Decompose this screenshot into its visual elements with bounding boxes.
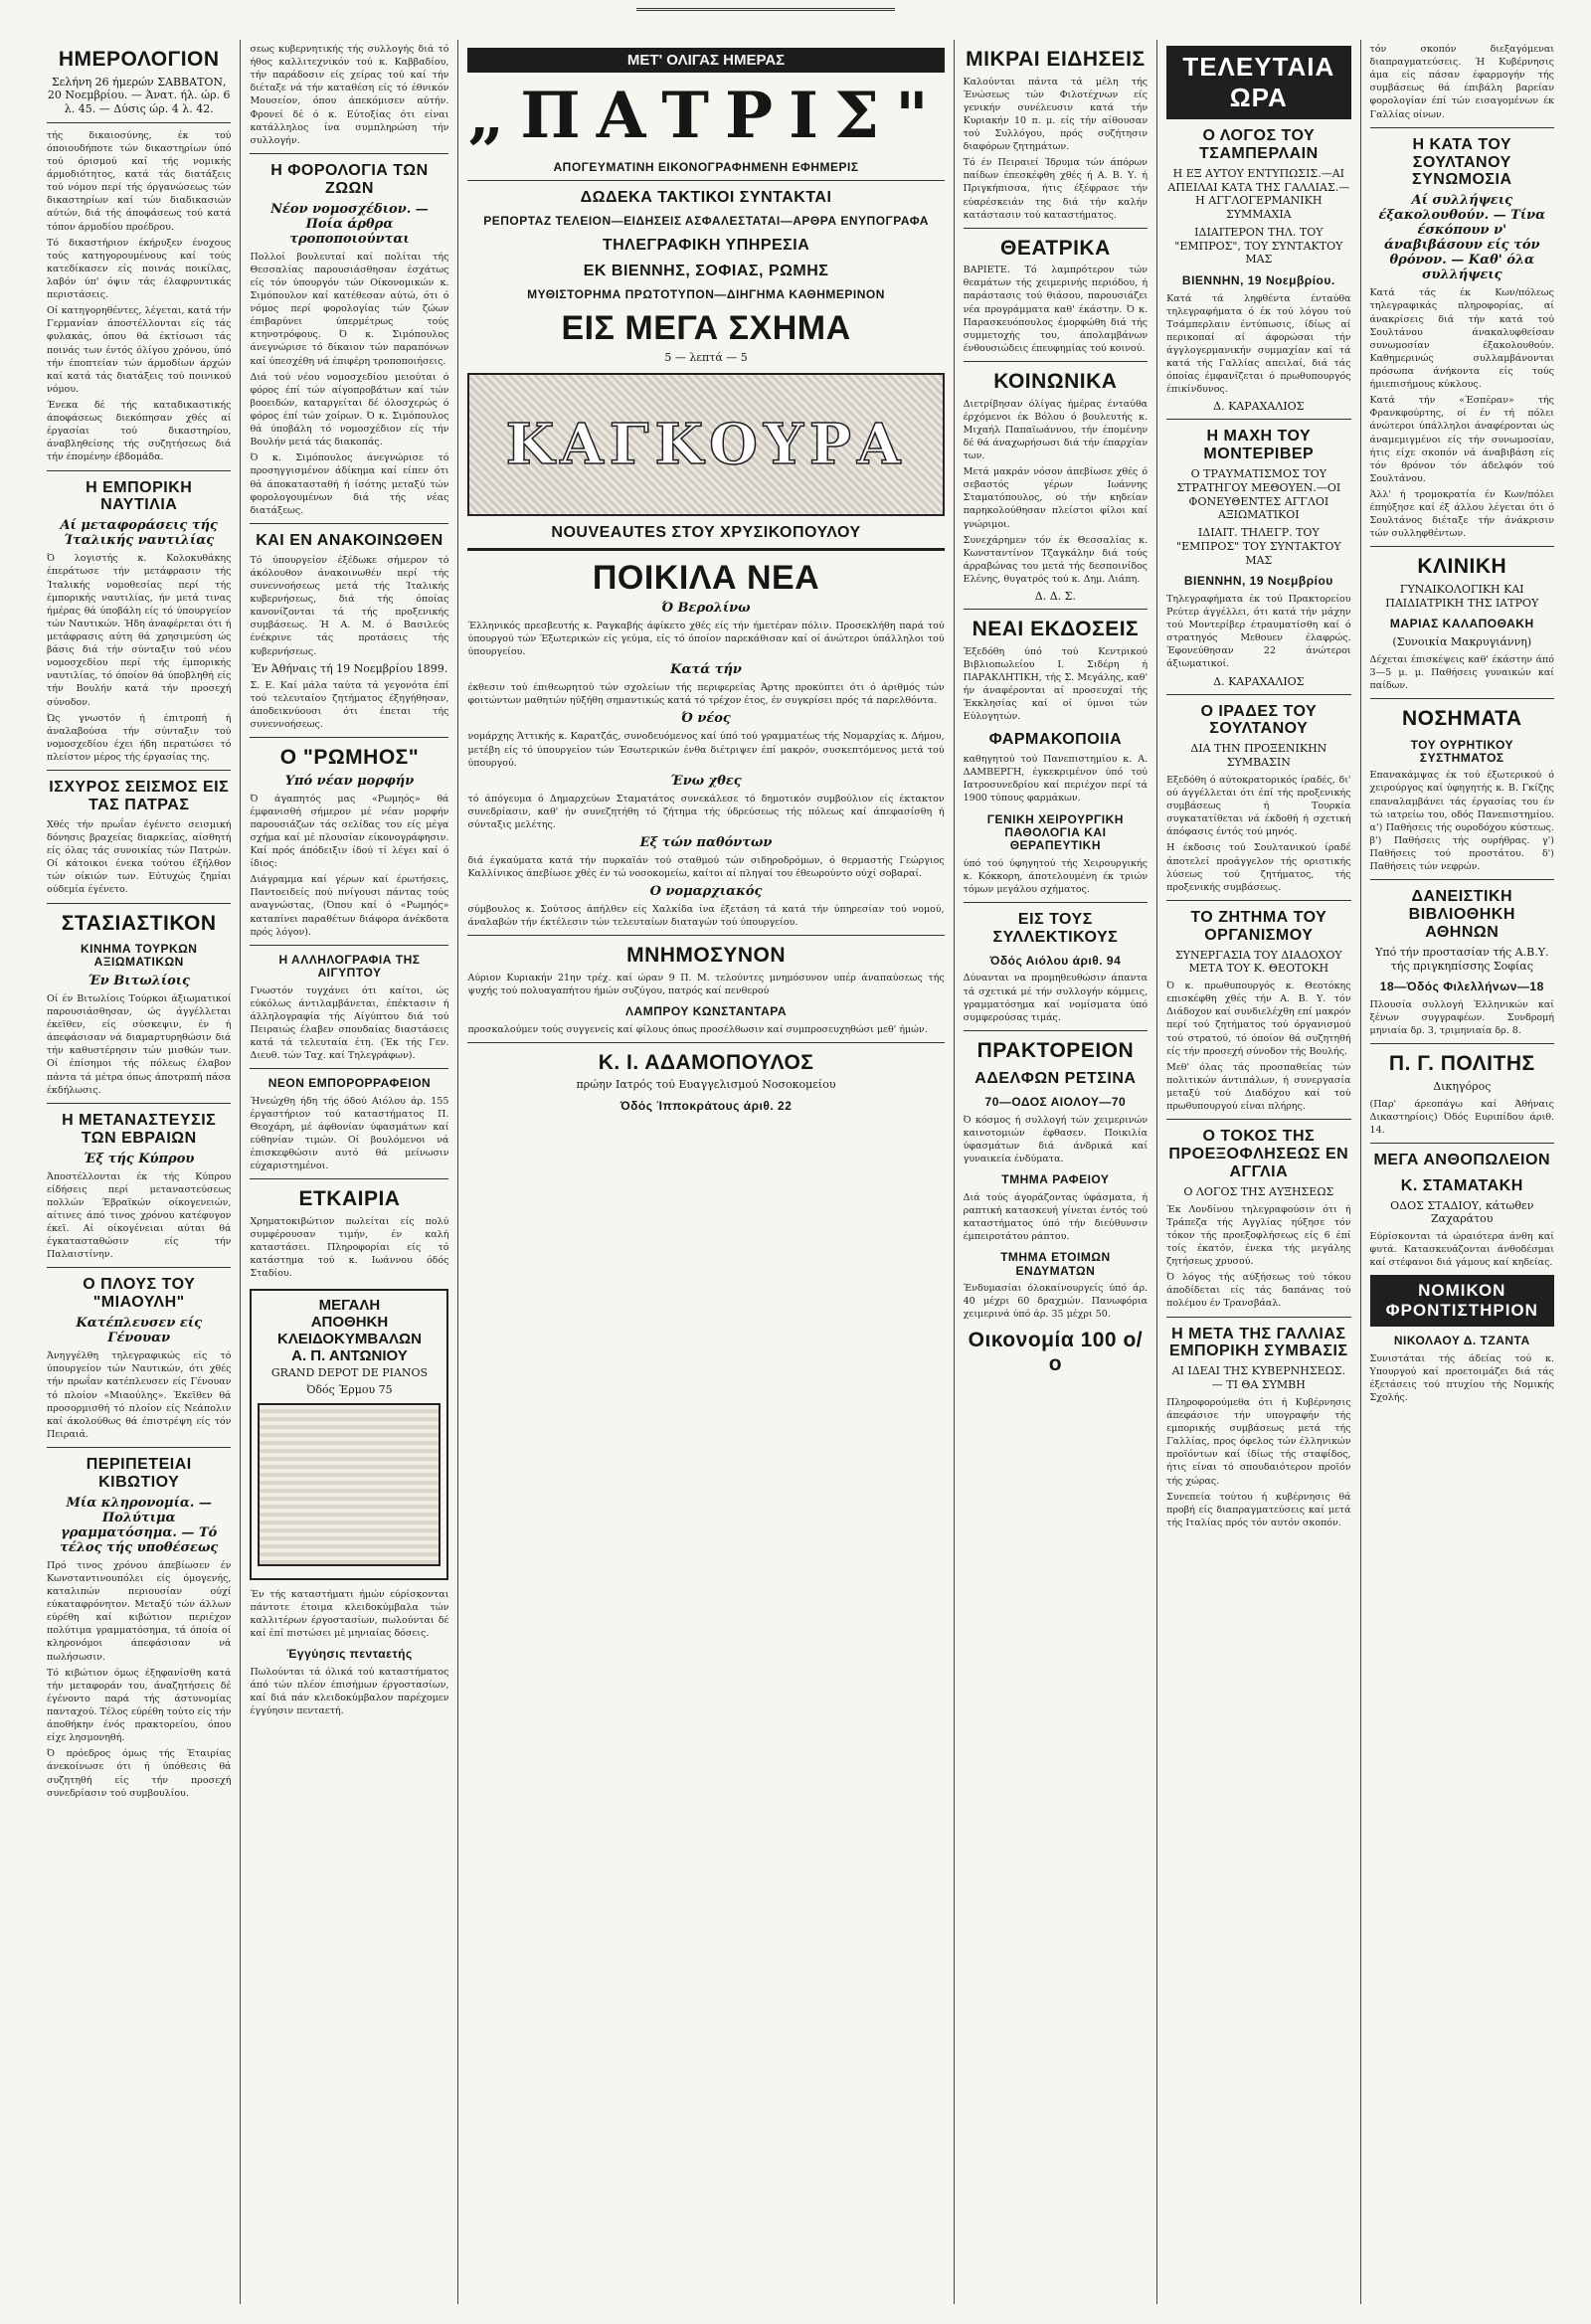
heading-nea-ekdoseis: ΝΕΑΙ ΕΚΔΟΣΕΙΣ <box>972 618 1140 641</box>
subheading-neos: Ό νέος <box>681 711 731 727</box>
divider <box>964 902 1148 903</box>
kliniki-name: ΜΑΡΙΑΣ ΚΑΛΑΠΟΘΑΚΗ <box>1389 617 1534 631</box>
body-text: Καλούνται πάντα τά μέλη τής Ένώσεως τών Φιλοτέχνων είς γενικήν συνέλευσιν κατά τήν Κυριακήν 10 π. μ. είς τήν αίθουσαν τού Συλλόγου, πρός συζήτησιν διαφόρων ζητημάτων. <box>963 76 1149 153</box>
top-rule <box>636 8 895 17</box>
body-text: ΒΑΡΙΕΤΕ. Τό λαμπρότερον τών θεαμάτων τής χειμερινής περιόδου, ή παράστασις τού θιάσου, παρουσιάζει νέα προγράμματα καθ' έκάστην. Ό κ. Παρασκευόπουλος έμορφώθη διά τής συμμετοχής του, άπολαμβάνων ένθουσιώδεις έπευφημίας τού κοινού. <box>963 265 1149 354</box>
columns <box>38 40 1563 2304</box>
body-text: Έλληνικός πρεσβευτής κ. Ραγκαβής άφίκετο χθές είς τήν ήμετέραν πόλιν. Προσεκλήθη παρά τού ύπουργού τών Έξωτερικών είς γεύμα, είς τό όποίον παρεκάθισαν καί οί άνώτεροι ύπάλληλοι τού ύπουργείου. <box>467 620 945 658</box>
kagkoura-banner <box>467 373 944 516</box>
body-text: Έκ Λονδίνου τηλεγραφούσιν ότι ή Τράπεζα τής Αγγλίας ηύξησε τόν τόκον τής προεξοφλήσεως είς 6 έπί τοίς έκατόν, ένεκα τής μεγάλης ζητήσεως χρυσού. <box>1166 1203 1351 1268</box>
body-text: Ό πρόεδρος όμως τής Έταιρίας άνεκοίνωσε ότι ή ύπόθεσις θά συζητηθή είς τήν προσεχή συνεδρίασιν τού συμβουλίου. <box>47 1748 232 1799</box>
body-text: Μετά μακράν νόσον άπεβίωσε χθές ό σεβαστός γέρων Ιωάννης Σταματόπουλος, ού τήν κηδείαν παρηκολούθησαν πλείστοι φίλοι καί γνώριμοι. <box>963 466 1149 530</box>
body-text: έκθεσιν τού έπιθεωρητού τών σχολείων τής περιφερείας Άρτης προκύπτει ότι ό άριθμός τών φοιτώντων μαθητών ηύξήθη σημαντικώς κατά τό τρέχον έτος, έν συγκρίσει πρός τά παρελθόντα. <box>467 682 945 707</box>
heading-tmima: ΤΜΗΜΑ ΡΑΦΕΙΟΥ <box>1001 1172 1110 1187</box>
body-text: Διά τούς άγοράζοντας ύφάσματα, ή ραπτική κατασκευή γίνεται έντός τού καταστήματος ύπό τήν διεύθυνσιν έμπειροτάτου ράπτου. <box>963 1191 1149 1242</box>
subheading-emporiki: Αί μεταφοράσεις τής Ίταλικής ναυτιλίας <box>60 518 218 549</box>
body-text: Διάγραμμα καί γέρων καί έρωτήσεις, Παντοειδείς πού πνίγουσι πάντας τούς αναγνώστας, (Όπου καί ό «Ρωμηός» καταπίνει παραθέτων διάφορα άνέκδοτα πρός λόγον). <box>250 874 449 938</box>
heading-forologia: Η ΦΟΡΟΛΟΓΙΑ ΤΩΝ ΖΩΩΝ <box>270 161 429 197</box>
heading-megali: ΜΕΓΑ ΑΝΘΟΠΩΛΕΙΟΝ <box>1373 1151 1550 1168</box>
body-text: Ώς γνωστόν ή έπιτροπή ή άναλαβούσα τήν σύνταξιν τού νομοσχεδίου έχει ήδη περατώσει τό πλείστον μέρος τής έργασίας της. <box>47 712 232 763</box>
patris-line-1: ΔΩΔΕΚΑ ΤΑΚΤΙΚΟΙ ΣΥΝΤΑΚΤΑΙ <box>580 189 832 207</box>
heading-romios: Ο "ΡΩΜΗΟΣ" <box>279 746 420 770</box>
body-text: Γνωστόν τυγχάνει ότι καίτοι, ώς εύκόλως άντιλαμβάνεται, έπέκτασιν ή άλληλογραφία τής Αίγύπτου διά τού Πειραιώς έλαβεν σπουδαίας διαστάσεις κατά τά τελευταία έτη. (Έκ τής Γεν. Διευθ. τών Ταχ. καί Τηλεγράφων). <box>250 984 449 1062</box>
piano-ad <box>250 1289 448 1581</box>
banner-caption: NOUVEAUTES ΣΤΟΥ ΧΡΥΣΙΚΟΠΟΥΛΟΥ <box>551 523 861 541</box>
body-text: Κατά τά ληφθέντα ένταύθα τηλεγραφήματα ό έκ τού λόγου τού Τσάμπερλαιν έντύπωσις, ίδίως αί περικοπαί αί άφορώσαι τήν άγγλογερμανικήν συμμαχίαν καί τά κατά τής Γαλλίας απειλαί, διά τάς όποίας έμφανίζεται ό πρωθυπουργός έπικίνδυνος. <box>1166 292 1351 396</box>
syll-address: Όδός Αιόλου άριθ. 94 <box>989 954 1122 969</box>
adamopoulos-address: Όδός Ίπποκράτους άριθ. 22 <box>619 1099 793 1114</box>
divider <box>1370 1143 1554 1144</box>
column-1 <box>38 40 241 2304</box>
body-text: (Παρ' άρεοπάγω καί Άθήναις Δικαστηρίοις) Όδός Ευριπίδου άριθ. 14. <box>1369 1098 1554 1136</box>
body-text: διά έγκαύματα κατά τήν πυρκαϊάν τού σταθμού τών σιδηροδρόμων, ό θερμαστής Γεώργιος Καλλίνικος άπεβίωσε χθές έν τώ νοσοκομείω, καίτοι αί πληγαί του έθεωρούντο ούχί σοβαραί. <box>467 855 945 880</box>
subheading-synomosia: Αί συλλήψεις έξακολουθούν. — Τίνα έσκόπουν ν' άναβιβάσουν είς τόν θρόνον. — Καθ' όλα συλλήψεις <box>1378 193 1546 283</box>
body-text: Χρηματοκιβώτιον πωλείται είς πολύ συμφέρουσαν τιμήν, έν καλή καταστάσει. Πληροφορίαι είς τό κατάστημα τού κ. Ιωάννου όδός Σταδίου. <box>250 1215 449 1280</box>
book-2: ΓΕΝΙΚΗ ΧΕΙΡΟΥΡΓΙΚΗ ΠΑΘΟΛΟΓΙΑ ΚΑΙ ΘΕΡΑΠΕΥΤΙΚΗ <box>986 811 1124 853</box>
heading-evraioi: Η ΜΕΤΑΝΑΣΤΕΥΣΙΣ ΤΩΝ ΕΒΡΑΙΩΝ <box>62 1111 217 1147</box>
noimata-sub: ΤΟΥ ΟΥΡΗΤΙΚΟΥ ΣΥΣΤΗΜΑΤΟΣ <box>1410 737 1513 765</box>
divider <box>47 470 231 471</box>
heading-poikila: ΠΟΙΚΙΛΑ ΝΕΑ <box>592 558 820 597</box>
body-text: Ό λόγος τής αύξήσεως τού τόκου άποδίδεται είς τάς δαπάνας τού πολέμου έν Τρανσβάαλ. <box>1166 1272 1351 1310</box>
divider <box>250 153 448 154</box>
subheading-romios: Υπό νέαν μορφήν <box>284 773 415 789</box>
divider <box>1370 879 1554 880</box>
body-text: Χθές τήν πρωΐαν έγένετο σεισμική δόνησις βραχείας διαρκείας, αίσθητή είς όλας τάς συνοικίας τών Πατρών. Οί κάτοικοι ένεκα τούτου έξήλθον τών οίκιών των. Εύτυχώς ζημίαι ούδεμία έγένετο. <box>47 818 232 896</box>
body-text: Τό έν Πειραιεί Ίδρυμα τών άπόρων παίδων έπεσκέφθη χθές ή Α. Β. Υ. ή Πριγκήπισσα, ήτις έξέφρασε τήν εύαρέσκειάν της διά τήν καλήν κατάστασιν τού καταστήματος. <box>963 157 1149 221</box>
divider <box>964 609 1148 610</box>
body-text: Τό κιβώτιον όμως έξηφανίσθη κατά τήν μεταφοράν του, άναζητήσεις δέ έγένοντο παρά τής άστυνομίας πανταχού. Τέλος εύρέθη τούτο είς τήν άποθήκην ένός πρακτορείου, όπου είχε λησμονηθή. <box>47 1667 232 1744</box>
patris-line-6: ΕΙΣ ΜΕΓΑ ΣΧΗΜΑ <box>561 309 851 348</box>
body-text: ύπό τού ύφηγητού τής Χειρουργικής κ. Κόκκορη, άποτελουμένη έκ τριών τόμων μεγάλου σχήματος. <box>963 857 1149 896</box>
body-text: τής δικαιοσύνης, έκ τού όποιουδήποτε τών δικαστηρίων ύπό τού όρισμού καί τής νομικής άρμοδιότητος, κατά τάς διατάξεις τού νόμου περί τής όργανώσεως τών δικαστηρίων καί τών διαδικασιών αύτών, διά τής άποφάσεως τού κατά τόπον άρμοδίου προέδρου. <box>47 129 232 233</box>
body-text: Έν τής καταστήματι ήμών εύρίσκονται πάντοτε έτοιμα κλειδοκύμβαλα τών καλλιτέρων έργοστασίων, πωλούνται δέ καί έπί πιστώσει μέ μηνιαίας δόσεις. <box>250 1589 449 1640</box>
body-text: Ένεκα δέ τής καταδικαστικής άποφάσεως διεκόπησαν χθές αί έργασίαι τού δικαστηρίου, άναβληθείσης τής συζητήσεως διά τήν έπομένην έβδομάδα. <box>47 399 232 463</box>
discount: Οικονομία 100 ο/ο <box>968 1329 1144 1375</box>
tokos-sub: Ο ΛΟΓΟΣ ΤΗΣ ΑΥΞΗΣΕΩΣ <box>1183 1184 1334 1198</box>
body-text: Πωλούνται τά όλικά τού καταστήματος άπό τών πλέον έπισήμων έργοστασίων, καί διά πάν κλειδοκύμβαλον παρέχομεν έγγύησιν πενταετή. <box>250 1666 449 1717</box>
subheading-forologia: Νέον νομοσχέδιον. — Ποία άρθρα τροποποιούνται <box>270 201 429 247</box>
logos-sub: Η ΕΞ ΑΥΤΟΥ ΕΝΤΥΠΩΣΙΣ.—ΑΙ ΑΠΕΙΛΑΙ ΚΑΤΑ ΤΗΣ ΓΑΛΛΙΑΣ.—Η ΑΓΓΛΟΓΕΡΜΑΝΙΚΗ ΣΥΜΜΑΧΙΑ <box>1167 166 1350 222</box>
patris-title: „ΠΑΤΡΙΣ" <box>467 79 945 153</box>
heading-praktoreion: ΠΡΑΚΤΟΡΕΙΟΝ <box>976 1038 1135 1062</box>
heading-logos: Ο ΛΟΓΟΣ ΤΟΥ ΤΣΑΜΠΕΡΛΑΙΝ <box>1198 127 1319 162</box>
patris-subtitle: ΑΠΟΓΕΥΜΑΤΙΝΗ ΕΙΚΟΝΟΓΡΑΦΗΜΕΝΗ ΕΦΗΜΕΡΙΣ <box>553 160 859 174</box>
divider <box>250 523 448 524</box>
body-text: καθηγητού τού Πανεπιστημίου κ. Α. ΔΑΜΒΕΡΓΗ, έγκεκριμένον ύπό τού Ιατροσυνεδρίου καί περιέχον περί τά 1900 τύπους φαρμάκων. <box>963 754 1149 804</box>
adelfon-address: 70—ΟΔΟΣ ΑΙΟΛΟΥ—70 <box>984 1095 1127 1110</box>
book-1: ΦΑΡΜΑΚΟΠΟΙΙΑ <box>988 731 1123 749</box>
machi-city: ΒΙΕΝΝΗΝ, 19 Νοεμβρίου <box>1183 574 1333 589</box>
body-text: Συνεχάρημεν τόν έκ Θεσσαλίας κ. Κωνσταντίνον Τζαγκάλην διά τούς άρραβώνας του μετά τής δεσποινίδος Ελένης, θυγατρός τού κ. Δημ. Λιάπη. <box>963 534 1149 585</box>
divider <box>1370 698 1554 699</box>
subheading-stasi: Έν Βιτωλίοις <box>88 973 190 988</box>
body-text: νομάρχης Άττικής κ. Καρατζάς, συνοδευόμενος καί ύπό τού γραμματέως τής Νομαρχίας κ. Δήμου, μετέβη είς τό ύπουργείον τών Έσωτερικών ένθα διέτριψεν έπί μακρόν, συσκεπτόμενος μετά τού ύπουργού. <box>467 731 945 769</box>
subheading-pros: Ένω χθες <box>670 773 742 789</box>
heading-anakoinothen: ΚΑΙ ΕΝ ΑΝΑΚΟΙΝΩΘΕΝ <box>256 531 443 549</box>
heading-theatrika: ΘΕΑΤΡΙΚΑ <box>999 236 1111 260</box>
politis-sub: Δικηγόρος <box>1433 1079 1492 1093</box>
body-text: Πρό τινος χρόνου άπεβίωσεν έν Κωνσταντινουπόλει είς όμογενής, καταλιπών περιουσίαν ούχί εύκαταφρόνητον. Μεταξύ τών άλλων εύρέθη καί κιβώτιον περιέχον πολύτιμα γραμματόσημα, τά όποία οί κληρονόμοι άπεφάσισαν νά πωλήσωσιν. <box>47 1559 232 1663</box>
iradai-sub: ΔΙΑ ΤΗΝ ΠΡΟΞΕΝΙΚΗΝ ΣΥΜΒΑΣΙΝ <box>1190 742 1327 770</box>
body-text: Έξεδόθη ύπό τού Κεντρικού Βιβλιοπωλείου Ι. Σιδέρη ή ΠΑΡΑΚΛΗΤΙΚΗ, τής Σ. Μεγάλης, καθ' ήν άναφέρονται αί προσευχαί τής Έκκλησίας καί οί ύμνοι τών Εύλογητών. <box>963 645 1149 723</box>
body-text: Ό λογιστής κ. Κολοκυθάκης έπεράτωσε τήν μετάφρασιν τής Ίταλικής νομοθεσίας περί τής έμπορικής ναυτιλίας, ήν μετά τινας ήμέρας θά ύποβάλη είς τό ύπουργείον τών Ναυτικών. Ήδη άναφέρεται ότι ή μετάφρασις αύτη θά χρησιμεύση ώς βάσις διά τήν σύνταξιν τού νέου νομοσχεδίου περί τής έμπορικής ναυτιλίας, τό όποίον θά ύποβληθή είς τήν Βουλήν κατά τήν προσεχή σύνοδον. <box>47 553 232 708</box>
body-text: Διά τού νέου νομοσχεδίου μειούται ό φόρος έπί τών αίγοπροβάτων καί τών βοοειδών, καταργείται δέ όλοσχερώς ό φόρος έπί τών χοίρων. Ό κ. Σιμόπουλος θά ύποβάλη τό νομοσχέδιον είς τήν Βουλήν μετά τάς διακοπάς. <box>250 371 449 448</box>
megali-address: ΟΔΟΣ ΣΤΑΔΙΟΥ, κάτωθεν Ζαχαράτου <box>1390 1198 1534 1226</box>
heading-emporiki: Η ΕΜΠΟΡΙΚΗ ΝΑΥΤΙΛΙΑ <box>86 478 193 514</box>
column-4 <box>955 40 1157 2304</box>
ad-depot: GRAND DEPOT DE PIANOS <box>270 1365 429 1379</box>
heading-agorasia: ΝΕΟΝ ΕΜΠΟΡΟΡΡΑΦΕΙΟΝ <box>267 1076 432 1091</box>
divider <box>250 945 448 946</box>
body-text: Κατά τάς έκ Κων/πόλεως τηλεγραφικάς πληροφορίας, αί άνακρίσεις διά τήν κατά τού Σουλτάνου άνακαλυφθείσαν συνωμοσίαν έξακολουθούν. Καθημερινώς συλλαμβάνονται πρόσωπα άνήκοντα είς τούς ήμιεπισήμους κύκλους. <box>1369 287 1554 391</box>
banner-text: ΚΑΓΚΟΥΡΑ <box>505 411 907 477</box>
heading-adelfon: ΑΔΕΛΦΩΝ ΡΕΤΣΙΝΑ <box>974 1070 1137 1088</box>
heading-politis: Π. Γ. ΠΟΛΙΤΗΣ <box>1388 1052 1535 1076</box>
divider <box>47 770 231 771</box>
heading-mikrai: ΜΙΚΡΑΙ ΕΙΔΗΣΕΙΣ <box>966 48 1146 71</box>
frontistirion-name: ΝΙΚΟΛΑΟΥ Δ. ΤΖΑΝΤΑ <box>1393 1334 1530 1348</box>
piano-illustration <box>258 1403 441 1566</box>
ad-megali: ΜΕΓΑΛΗ <box>318 1296 381 1314</box>
body-text: Εύρίσκονται τά ώραιότερα άνθη καί φυτά. Κατασκευάζονται άνθοδέσμαι καί στέφανοι διά γάμους καί κηδείας. <box>1369 1231 1554 1269</box>
body-text: Αύριον Κυριακήν 21ην τρέχ. καί ώραν 9 Π. Μ. τελούντες μνημόσυνον υπέρ άναπαύσεως τής ψυχής τού πολυαγαπήτου ήμών συζύγου, πατρός καί πενθερού <box>467 973 945 997</box>
divider <box>1166 1317 1350 1318</box>
divider <box>1166 900 1350 901</box>
patris-strip: ΜΕΤ' ΟΛΙΓΑΣ ΗΜΕΡΑΣ <box>467 48 944 73</box>
divider <box>250 1178 448 1179</box>
body-text: Τό δικαστήριον έκήρυξεν ένοχους τούς κατηγορουμένους καί τούς κατεδίκασεν είς ποινάς ποικίλας, λαβόν ύπ' όψιν τάς έλαφρυντικάς περιστάσεις. <box>47 237 232 301</box>
heading-stasi-1: ΣΤΑΣΙΑΣΤΙΚΟΝ <box>61 911 217 935</box>
heading-ploio: Ο ΠΛΟΥΣ ΤΟΥ "ΜΙΑΟΥΛΗ" <box>83 1276 196 1312</box>
body-text: Άλλ' ή τρομοκρατία έν Κων/πόλει έπηύξησε καί έξ άλλου λέγεται ότι ό Σουλτάνος διέταξε τήν άνάκρισιν τών συλληφθέντων. <box>1369 489 1554 540</box>
column-3 <box>458 40 954 2304</box>
body-text: Επανακάμψας έκ τού έξωτερικού ό χειρούργος καί ύφηγητής κ. Β. Γκίζης επαναλαμβάνει τάς έργασίας του έν τώ ιατρείω του, οδός Πανεπιστημίου. α') Παθήσεις τής ουροδόχου κύστεως. β') Παθήσεις τής ουρήθρας. γ') Παθήσεις τού προστάτου. δ') Παθήσεις τών νεφρών. <box>1369 770 1554 873</box>
divider <box>250 737 448 738</box>
heading-syllimmatistas: ΕΙΣ ΤΟΥΣ ΣΥΛΛΕΚΤΙΚΟΥΣ <box>992 911 1119 947</box>
signature: Δ. Δ. Σ. <box>1034 590 1076 604</box>
frontistirion-banner: ΝΟΜΙΚΟΝ ΦΡΟΝΤΙΣΤΗΡΙΟΝ <box>1370 1275 1554 1327</box>
heading-etairia: ΕΤΚΑΙΡΙΑ <box>298 1187 401 1211</box>
body-text: σύμβουλος κ. Σούτσος άπήλθεν είς Χαλκίδα ίνα έξετάση τά κατά τήν ύπηρεσίαν τού νομού, άναλαβών τήν έκτέλεσιν τών τελευταίων διαταγών τού ύπουργείου. <box>467 904 945 929</box>
body-text: Δύνανται να προμηθευθώσιν άπαντα τά σχετικά μέ τήν συλλογήν κόμμεις, γραμματόσημα καί νομίσματα ύπό συμφερούσας τιμάς. <box>963 973 1149 1023</box>
patris-line-3: ΤΗΛΕΓΡΑΦΙΚΗ ΥΠΗΡΕΣΙΑ <box>602 236 810 254</box>
body-text: Πλουσία συλλογή Έλληνικών καί ξένων συγγραφέων. Συνδρομή μηνιαία δρ. 3, τριμηνιαία δρ. 8. <box>1369 998 1554 1037</box>
divider <box>47 903 231 904</box>
adamopoulos-sub: πρώην Ιατρός τού Ευαγγελισμού Νοσοκομείου <box>576 1078 836 1092</box>
heading-koinonika: ΚΟΙΝΩΝΙΚΑ <box>993 370 1118 393</box>
heading-gallia: Η ΜΕΤΑ ΤΗΣ ΓΑΛΛΙΑΣ ΕΜΠΟΡΙΚΗ ΣΥΜΒΑΣΙΣ <box>1169 1325 1348 1360</box>
body-text: Άποστέλλονται έκ τής Κύπρου είδήσεις περί μεταναστεύσεως πολλών Έβραϊκών οίκογενειών, αίτινες άπό τινος χρόνου κατέφυγον έκεϊ. Αί οίκογένειαι αύται θά έγκατασταθώσιν είς τήν Παλαιστίνην. <box>47 1170 232 1261</box>
patris-line-5: ΜΥΘΙΣΤΟΡΗΜΑ ΠΡΩΤΟΤΥΠΟΝ—ΔΙΗΓΗΜΑ ΚΑΘΗΜΕΡΙΝΟΝ <box>527 286 885 301</box>
megali-name: Κ. ΣΤΑΜΑΤΑΚΗ <box>1400 1176 1523 1194</box>
subheading-verolino: Ό Βερολίνω <box>661 600 751 616</box>
body-text: Πολλοί βουλευταί καί πολίται τής Θεσσαλίας παρουσιάσθησαν έσχάτως είς τόν ύπουργόν τών Οίκονομικών κ. Σιμόπουλον καί κατέθεσαν αύτώ, ότι ό νόμος περί φορολογίας τών ζώων έπιβαρύνει ύπερμέτρως τούς κτηνοτρόφους. Ό κ. Σιμόπουλος άνεγνώρισε τό δίκαιον τών παραπόνων καί ύπεσχέθη νά έπιφέρη τροποποιήσεις. <box>250 251 449 367</box>
divider <box>1370 1043 1554 1044</box>
calendar-title: ΗΜΕΡΟΛΟΓΙΟΝ <box>58 48 220 71</box>
heading-mnimosyno: ΜΝΗΜΟΣΥΝΟΝ <box>626 944 787 968</box>
body-text: Τηλεγραφήματα έκ τού Πρακτορείου Ρεύτερ άγγέλλει, ότι κατά τήν μάχην τού Μοντερίβερ έτραυματίσθη καί ό στρατηγός Μεθουεν έλαφρώς. Έφονεύθησαν 22 άνώτεροι άξιωματικοί. <box>1166 593 1351 670</box>
body-text: Ό κ. πρωθυπουργός κ. Θεοτόκης επισκέφθη χθές τήν Α. Β. Υ. τόν Διάδοχον καί συνδιελέχθη επί μακρόν περί τού ζητήματος τού όργανισμού τού στρατού, τό όποίον θά συζητηθή είς τήν προσεχή σύνοδον τής Βουλής. <box>1166 981 1351 1057</box>
signature-1: Δ. ΚΑΡΑΧΑΛΙΟΣ <box>1213 400 1305 414</box>
divider <box>467 548 944 551</box>
heading-danistiki: ΔΑΝΕΙΣΤΙΚΗ ΒΙΒΛΙΟΘΗΚΗ ΑΘΗΝΩΝ <box>1408 888 1515 942</box>
body-text: τόν σκοπόν διεξαγόμεναι διαπραγματεύσεις. Ή Κυβέρνησις άμα είς πάσαν έφαρμογήν τής συμβάσεως θά έπιβάλη βαρείαν φορολογίαν έπί τών εισαγομένων έκ Γαλλίας οίνων. <box>1369 44 1554 120</box>
mnimosyno-name: ΛΑΜΠΡΟΥ ΚΩΝΣΤΑΝΤΑΡΑ <box>625 1004 788 1019</box>
body-text: Κατά τήν «Έσπέραν» τής Φρανκφούρτης, οί έν τή πόλει άνώτεροι ύπάλληλοι άναφέρονται ώς άναμεμιγμένοι είς τήν συνωμοσίαν, ήτις είχε σκοπόν νά άναβιβάση είς τόν θρόνον τόν άδελφόν τού Σουλτάνου. <box>1369 395 1554 484</box>
danistiki-sub: Υπό τήν προστασίαν τής Α.Β.Υ. τής πριγκηπίσσης Σοφίας <box>1375 945 1549 973</box>
heading-seismoi: ΙΣΧΥΡΟΣ ΣΕΙΣΜΟΣ ΕΙΣ ΤΑΣ ΠΑΤΡΑΣ <box>49 779 230 813</box>
heading-alligoria: Η ΑΛΛΗΛΟΓΡΑΦΙΑ ΤΗΣ ΑΙΓΥΠΤΟΥ <box>278 952 421 981</box>
calendar-sub: Σελήνη 26 ήμερών ΣΑΒΒΑΤΟΝ, 20 Νοεμβρίου. — Άνατ. ήλ. ώρ. 6 λ. 45. — Δύσις ώρ. 4 λ. 42. <box>47 75 231 116</box>
divider <box>1370 546 1554 547</box>
body-text: Σ. Ε. Καί μάλα ταύτα τά γεγονότα έπί τού τελευταίου ζητήματος έξηγήθησαν, άποδεικνύουσι ότι έπεται τής συνεννοήσεως. <box>250 679 449 730</box>
patris-price: 5 — λεπτά — 5 <box>664 351 748 365</box>
column-2 <box>241 40 458 2304</box>
teleftaia-ora: ΤΕΛΕΥΤΑΙΑ ΩΡΑ <box>1166 46 1350 119</box>
body-text: τό άπόγευμα ό Δημαρχεύων Σταματάτος συνεκάλεσε τό δημοτικόν συμβούλιον είς έκτακτον συνεδρίασιν, καθ' ήν συνεζητήθη τό ζήτημα τής ύδρεύσεως τής πόλεως καί άπεφασίσθη ή σύνταξις μελέτης. <box>467 793 945 830</box>
divider <box>467 1042 944 1043</box>
ad-name: Α. Π. ΑΝΤΩΝΙΟΥ <box>291 1346 408 1364</box>
divider <box>47 1103 231 1104</box>
divider <box>250 1068 448 1069</box>
body-text: Οί κατηγορηθέντες, λέγεται, κατά τήν Γερμανίαν άποστέλλονται είς τάς φυλακάς, όπου θά έκτίσωσι τάς ποινάς των έντός όλίγου χρόνου, ύπό τήν έποπτείαν τών άρμοδίων άρχών καί κατά τάς διατάξεις τού ποινικού νόμου. <box>47 305 232 395</box>
body-text: Πληροφορούμεθα ότι ή Κυβέρνησις άπεφάσισε τήν υπογραφήν τής εμπορικής συμβάσεως μετά τής Γαλλίας, προς όφελος τών έλληνικών προϊόντων καί ίδίως τής σταφίδος, ήτις είναι τό σπουδαιότερον προϊόν τής χώρας. <box>1166 1396 1351 1487</box>
body-text: Διετρίβησαν όλίγας ήμέρας ένταύθα έρχόμενοι έκ Βόλου ό βουλευτής κ. Μιχαήλ Παπαϊωάννου, τήν έπομένην δέ θά άναχωρήσωσι διά τήν έπαρχίαν των. <box>963 398 1149 461</box>
divider <box>47 122 231 123</box>
machi-tag: ΙΔΙΑΙΤ. ΤΗΛΕΓΡ. ΤΟΥ "ΕΜΠΡΟΣ" ΤΟΥ ΣΥΝΤΑΚΤΟΥ ΜΑΣ <box>1176 526 1341 567</box>
kliniki-sub: ΓΥΝΑΙΚΟΛΟΓΙΚΗ ΚΑΙ ΠΑΙΔΙΑΤΡΙΚΗ ΤΗΣ ΙΑΤΡΟΥ <box>1385 582 1539 610</box>
heading-kivotos: ΠΕΡΙΠΕΤΕΙΑΙ ΚΙΒΩΤΙΟΥ <box>86 1455 192 1491</box>
divider <box>47 1447 231 1448</box>
heading-tokos: Ο ΤΟΚΟΣ ΤΗΣ ΠΡΟΕΞΟΦΛΗΣΕΩΣ ΕΝ ΑΓΓΛΙΑ <box>1168 1128 1349 1181</box>
heading-machi: Η ΜΑΧΗ ΤΟΥ ΜΟΝΤΕΡΙΒΕΡ <box>1203 428 1315 463</box>
body-text: Μεθ' όλας τάς προσπαθείας τών πολιτικών άντιπάλων, ή συνεργασία μεταξύ τού Διαδόχου καί τού πρωθυπουργού είναι πλήρης. <box>1166 1061 1351 1113</box>
body-text: Ό κ. Σιμόπουλος άνεγνώρισε τό προσηγγισμένον άδίκημα καί είπεν ότι θά άποκατασταθή ή ίσότης μεταξύ τών φορολογουμένων διά τής νέας διατάξεως. <box>250 452 449 516</box>
patris-line-4: ΕΚ ΒΙΕΝΝΗΣ, ΣΟΦΙΑΣ, ΡΩΜΗΣ <box>583 262 829 279</box>
signature-2: Δ. ΚΑΡΑΧΑΛΙΟΣ <box>1213 674 1305 688</box>
ad-address: Όδός Έρμου 75 <box>306 1383 393 1397</box>
body-text: Τό ύπουργείον έξέδωκε σήμερον τό άκόλουθον άνακοινωθέν περί τής συνεννοήσεως μετά τής Ίταλικής κυβερνήσεως, διά τής όποίας κανονίζονται τά τής προξενικής συμβάσεως. Ή Α. Μ. ό Βασιλεύς ένέκρινε τάς προτάσεις τής κυβερνήσεως. <box>250 554 449 657</box>
body-text: Ήνεώχθη ήδη τής όδού Αιόλου άρ. 155 έργαστήριον τού καταστήματος Π. Θεοχάρη, μέ άφθονίαν ύφασμάτων καί εύθηνίαν τιμών. Οί βουλόμενοι νά έπισκεφθώσιν αυτό θά μείνωσιν εύχαριστημένοι. <box>250 1095 449 1172</box>
body-text: προσκαλούμεν τούς συγγενείς καί φίλους όπως προσέλθωσιν καί συμπροσευχηθώσι μεθ' ήμών. <box>467 1023 928 1035</box>
gallia-sub: ΑΙ ΙΔΕΑΙ ΤΗΣ ΚΥΒΕΡΝΗΣΕΩΣ. — ΤΙ ΘΑ ΣΥΜΒΗ <box>1171 1364 1346 1392</box>
heading-synomosia: Η ΚΑΤΑ ΤΟΥ ΣΟΥΛΤΑΝΟΥ ΣΥΝΩΜΟΣΙΑ <box>1412 135 1512 189</box>
divider <box>467 180 944 181</box>
heading-noimata: ΝΟΣΗΜΑΤΑ <box>1401 706 1522 730</box>
subheading-pathontes: Εξ τών παθόντων <box>639 835 773 851</box>
body-text: Δέχεται έπισκέψεις καθ' έκάστην άπό 3—5 μ. μ. Παθήσεις γυναικών καί παίδων. <box>1369 653 1554 691</box>
danistiki-address: 18—Όδός Φιλελλήνων—18 <box>1379 980 1544 994</box>
subheading-nosoi: Κατά τήν <box>670 662 742 678</box>
subheading-kivotos: Μία κληρονομία. — Πολύτιμα γραμματόσημα. — Τό τέλος τής υποθέσεως <box>60 1495 219 1555</box>
body-text: Συνεπεία τούτου ή κυβέρνησις θά προβή είς διαπραγματεύσεις καί μετά τής Ιταλίας πρός τόν αυτόν σκοπόν. <box>1166 1491 1351 1528</box>
body-text: σεως κυβερνητικής τής συλλογής διά τό ήθος καλλιτεχνικόν τού κ. Καββαδίου, τήν παράδοσιν είς χείρας τού καί τήν διέταξε νά τήν καταθέση είς τό έθνικόν Μουσείον, όπου άπεκόμισεν αύτήν. Φρονεί δέ ό κ. Εύτοξίας ότι είναι κατάλληλος ίνα συμπληρώση τήν συλλογήν. <box>250 44 449 146</box>
dateline: Έν Άθήναις τή 19 Νοεμβρίου 1899. <box>251 661 448 675</box>
logos-city: ΒΙΕΝΝΗΝ, 19 Νοεμβρίου. <box>1181 273 1335 288</box>
body-text: Ένδυμασίαι όλοκαίνουργείς ύπό άρ. 40 μέχρι 60 δραχμών. Πανωφόρια χειμερινά ύπό άρ. 35 μέχρι 50. <box>963 1282 1149 1321</box>
subheading-evraioi: Έξ τής Κύπρου <box>84 1151 195 1166</box>
body-text: Άνηγγέλθη τηλεγραφικώς είς τό ύπουργείον τών Ναυτικών, ότι χθές τήν πρωΐαν κατέπλευσεν είς Γένουαν τό πλοίον «Μιαούλης». Έκεϊθεν θά προσορμισθή τό πλοίον είς Νεάπολιν καί άκολούθως θά έπιστρέψη είς τόν Πειραιά. <box>47 1350 232 1440</box>
body-text: Ό κόσμος ή συλλογή τών χειμερινών καινοτομιών έφθασεν. Ποικιλία ύφασμάτων διά άνδρικά καί γυναικεία ένδύματα. <box>963 1114 1149 1165</box>
heading-pentaeteia: Έγγύησις πενταετής <box>286 1647 413 1662</box>
heading-iradai: Ο ΙΡΑΔΕΣ ΤΟΥ ΣΟΥΛΤΑΝΟΥ <box>1200 702 1318 738</box>
divider <box>1166 1119 1350 1120</box>
logos-tag: ΙΔΙΑΙΤΕΡΟΝ ΤΗΛ. ΤΟΥ "ΕΜΠΡΟΣ", ΤΟΥ ΣΥΝΤΑΚΤΟΥ ΜΑΣ <box>1174 225 1343 267</box>
divider <box>1166 694 1350 695</box>
heading-zitima: ΤΟ ΖΗΤΗΜΑ ΤΟΥ ΟΡΓΑΝΙΣΜΟΥ <box>1190 908 1327 944</box>
column-6 <box>1361 40 1563 2304</box>
divider <box>964 361 1148 362</box>
zitima-sub: ΣΥΝΕΡΓΑΣΙΑ ΤΟΥ ΔΙΑΔΟΧΟΥ ΜΕΤΑ ΤΟΥ Κ. ΘΕΟΤΟΚΗ <box>1174 948 1342 976</box>
divider <box>467 935 944 936</box>
body-text: Εξεδόθη ό αύτοκρατορικός ίραδές, δι' ού άγγέλλεται ότι έπί τής προξενικής συμβάσεως ή Τουρκία συγκατατίθεται νά έκδοθή ή σχετική άπόφασις έντός τού μηνός. <box>1166 774 1351 838</box>
divider <box>964 228 1148 229</box>
body-text: Ό άγαπητός μας «Ρωμηός» θά έμφανισθή σήμερον μέ νέαν μορφήν παρουσιάζων τάς σελίδας του είς μέγα σχήμα καί μέ πλουσίαν είκονογράφησιν. Καί πρός άπόδειξιν ίδού τί λέγει καί ό ίδιος: <box>250 793 449 870</box>
body-text: Συνιστάται τής άδείας τού κ. Υπουργού καί προετοιμάζει διά τάς έξετάσεις τού πτυχίου τής Νομικής Σχολής. <box>1369 1352 1554 1404</box>
divider <box>964 1030 1148 1031</box>
machi-sub: Ο ΤΡΑΥΜΑΤΙΣΜΟΣ ΤΟΥ ΣΤΡΑΤΗΓΟΥ ΜΕΘΟΥΕΝ.—ΟΙ ΦΟΝΕΥΘΕΝΤΕΣ ΑΓΓΛΟΙ ΑΞΙΩΜΑΤΙΚΟΙ <box>1176 467 1341 522</box>
heading-etoima: ΤΜΗΜΑ ΕΤΟΙΜΩΝ ΕΝΔΥΜΑΤΩΝ <box>1000 1250 1111 1278</box>
body-text: Οί έν Βιτωλίοις Τούρκοι άξιωματικοί παρουσιάσθησαν, ώς άγγέλλεται έκεϊθεν, είς σύσκεψιν, έν ή άπεφάσισαν νά διαμαρτυρηθώσιν διά τήν καθυστέρησιν τών μισθών των. Οί έπίσημοι τής πόλεως έλαβον πάντα τά μέτρα όπως άποτραπή πάσα έκδήλωσις. <box>47 992 232 1096</box>
subheading-nomarxiakos: Ο νομαρχιακός <box>649 884 763 900</box>
divider <box>47 1267 231 1268</box>
column-5 <box>1157 40 1360 2304</box>
patris-line-2: ΡΕΠΟΡΤΑΖ ΤΕΛΕΙΟΝ—ΕΙΔΗΣΕΙΣ ΑΣΦΑΛΕΣΤΑΤΑΙ—ΑΡΘΡΑ ΕΝΥΠΟΓΡΑΦΑ <box>483 214 929 229</box>
heading-adamopoulos: Κ. Ι. ΑΔΑΜΟΠΟΥΛΟΣ <box>598 1050 814 1074</box>
kliniki-address: (Συνοικία Μακρυγιάννη) <box>1392 634 1532 648</box>
divider <box>1370 127 1554 128</box>
heading-kliniki: ΚΛΙΝΙΚΗ <box>1417 555 1507 579</box>
heading-stasi-2: ΚΙΝΗΜΑ ΤΟΥΡΚΩΝ ΑΞΙΩΜΑΤΙΚΩΝ <box>81 942 198 970</box>
ad-title: ΑΠΟΘΗΚΗ ΚΛΕΙΔΟΚΥΜΒΑΛΩΝ <box>276 1313 422 1347</box>
body-text: Η έκδοσις τού Σουλτανικού ίραδέ άποτελεί προάγγελον τής οριστικής λύσεως τού ζητήματος, τής προξενικής συμβάσεως. <box>1166 842 1351 893</box>
divider <box>1166 419 1350 420</box>
subheading-ploio: Κατέπλευσεν είς Γένουαν <box>76 1316 203 1346</box>
